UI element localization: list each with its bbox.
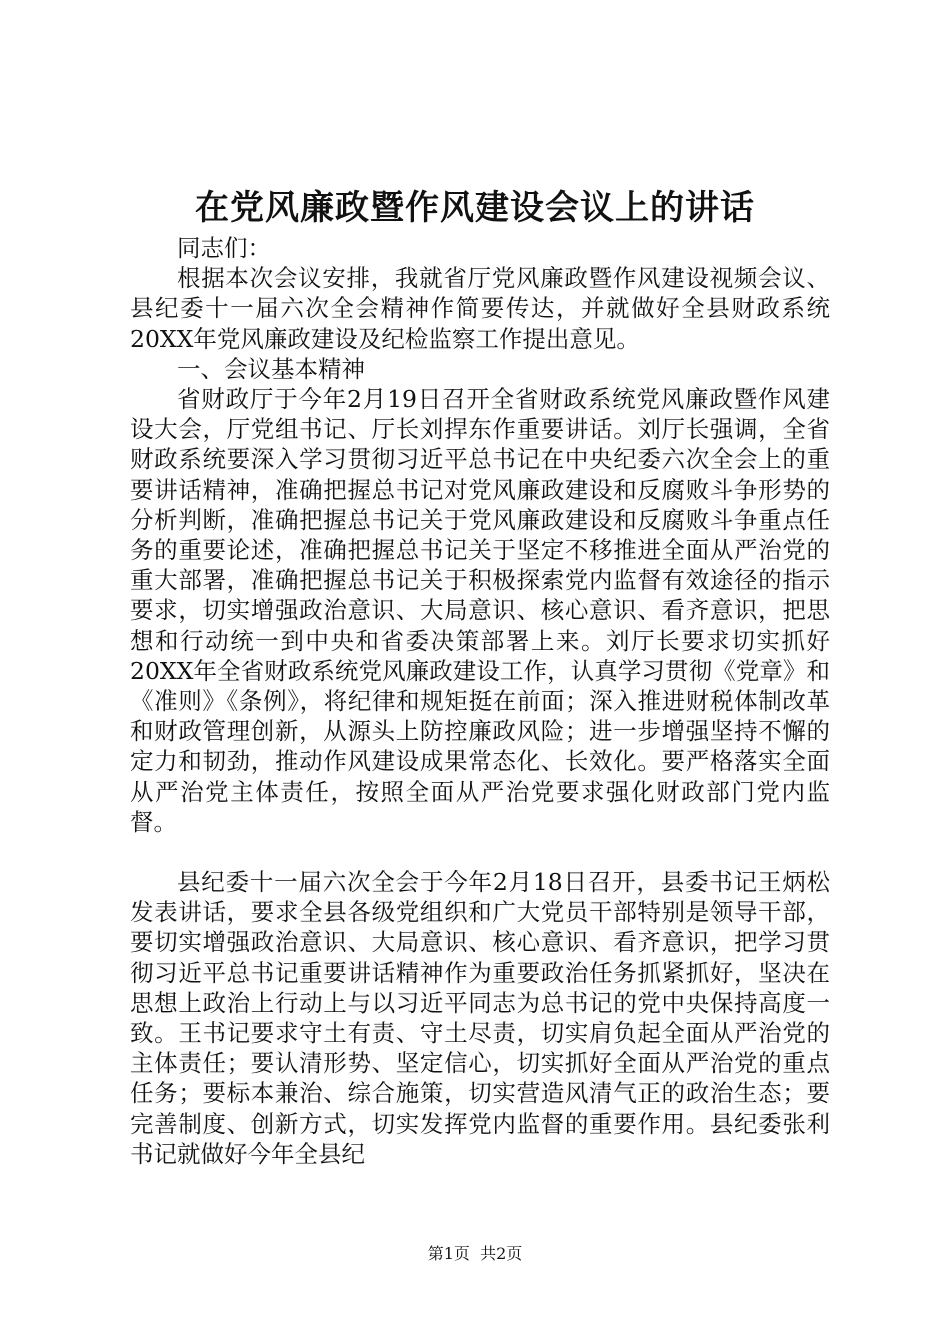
page-number: 第1页 [427,1244,470,1263]
intro-paragraph: 根据本次会议安排，我就省厅党风廉政暨作风建设视频会议、县纪委十一届六次全会精神作简要传达，并就做好全县财政系统20XX年党风廉政建设及纪检监察工作提出意见。 [130,264,830,353]
salutation: 同志们： [177,234,271,262]
document-title: 在党风廉政暨作风建设会议上的讲话 [195,188,755,228]
body-paragraph: 省财政厅于今年2月19日召开全省财政系统党风廉政暨作风建设大会，厅党组书记、厅长刘捍东作重要讲话。刘厅长强调，全省财政系统要深入学习贯彻习近平总书记在中央纪委六次全会上的重要讲话精神，准确把握总书记对党风廉政建设和反腐败斗争形势的分析判断，准确把握总书记关于党风廉政建设和反腐败斗争重点任务的重要论述，准确把握总书记关于坚定不移推进全面从严治党的重大部署，准确把握总书记关于积极探索党内监督有效途径的指示要求，切实增强政治意识、大局意识、核心意识、看齐意识，把思想和行动统一到中央和省委决策部署上来。刘厅长要求切实抓好20XX年全省财政系统党风廉政建设工作，认真学习贯彻《党章》和《准则》《条例》，将纪律和规矩挺在前面；深入推进财税体制改革和财政管理创新，从源头上防控廉政风险；进一步增强坚持不懈的定力和韧劲，推动作风建设成果常态化、长效化。要严格落实全面从严治党主体责任，按照全面从严治党要求强化财政部门党内监督。 [130,385,830,836]
document-body [130,233,830,1169]
page-footer [0,1244,950,1264]
section-heading: 一、会议基本精神 [177,354,365,383]
body-paragraph: 县纪委十一届六次全会于今年2月18日召开，县委书记王炳松发表讲话，要求全县各级党组织和广大党员干部特别是领导干部，要切实增强政治意识、大局意识、核心意识、看齐意识，把学习贯彻习近平总书记重要讲话精神作为重要政治任务抓紧抓好，坚决在思想上政治上行动上与以习近平同志为总书记的党中央保持高度一致。王书记要求守土有责、守土尽责，切实肩负起全面从严治党的主体责任；要认清形势、坚定信心，切实抓好全面从严治党的重点任务；要标本兼治、综合施策，切实营造风清气正的政治生态；要完善制度、创新方式，切实发挥党内监督的重要作用。县纪委张利书记就做好今年全县纪 [130,868,830,1168]
page-total: 共2页 [480,1244,523,1263]
